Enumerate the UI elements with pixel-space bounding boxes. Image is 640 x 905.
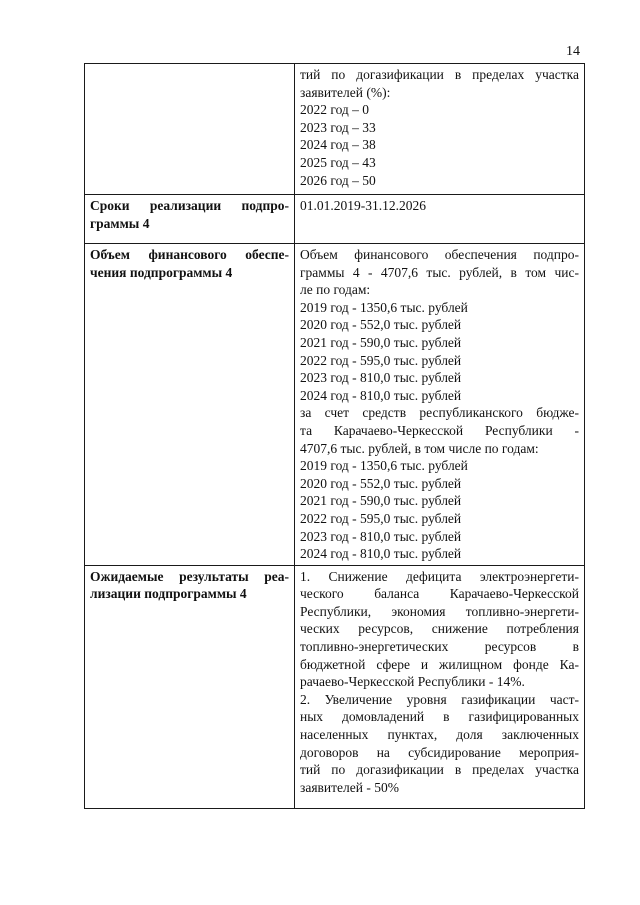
text-line: за счет средств республиканского бюдже- <box>300 405 579 421</box>
table-row <box>85 64 585 195</box>
text-line: 2022 год – 0 <box>300 102 370 118</box>
text-line: договоров на субсидирование мероприя- <box>300 744 579 760</box>
row-value <box>295 195 585 244</box>
passport-table <box>84 63 585 809</box>
text-line: 2019 год - 1350,6 тыс. рублей <box>300 458 468 474</box>
text-line: 2022 год - 595,0 тыс. рублей <box>300 352 462 368</box>
text-line: 2023 год - 810,0 тыс. рублей <box>300 528 462 544</box>
text-line: 2021 год - 590,0 тыс. рублей <box>300 334 462 350</box>
text-line: 2020 год - 552,0 тыс. рублей <box>300 317 462 333</box>
text-line: 01.01.2019-31.12.2026 <box>300 198 426 213</box>
page-number: 14 <box>566 44 580 59</box>
label-line: Объем финансового обеспе- <box>90 247 289 262</box>
text-line: Республики, экономия топливно-энергети- <box>300 603 579 619</box>
text-line: 2024 год - 810,0 тыс. рублей <box>300 546 462 562</box>
text-line: ле по годам: <box>300 282 371 298</box>
text-line: рачаево-Черкесской Республики - 14%. <box>300 674 525 690</box>
text-line: 2020 год - 552,0 тыс. рублей <box>300 475 462 491</box>
label-line: Ожидаемые результаты реа- <box>90 568 289 584</box>
label-line: Сроки реализации подпро- <box>90 198 289 213</box>
text-line: 2023 год - 810,0 тыс. рублей <box>300 370 462 386</box>
label-line: граммы 4 <box>90 215 150 231</box>
text-line: та Карачаево-Черкесской Республики - <box>300 422 579 438</box>
text-line: ческих ресурсов, снижение потребления <box>300 621 579 637</box>
text-line: 1. Снижение дефицита электроэнергети- <box>300 568 579 584</box>
text-line: 2023 год – 33 <box>300 119 376 135</box>
text-line: тий по догазификации в пределах участка <box>300 762 579 778</box>
text-line: 4707,6 тыс. рублей, в том числе по годам: <box>300 440 539 456</box>
text-line: 2019 год - 1350,6 тыс. рублей <box>300 299 468 315</box>
label-line: лизации подпрограммы 4 <box>90 586 247 602</box>
text-line: бюджетной сфере и жилищном фонде Ка- <box>300 656 579 672</box>
text-line: 2. Увеличение уровня газификации част- <box>300 691 579 707</box>
text-line: 2024 год - 810,0 тыс. рублей <box>300 387 462 403</box>
text-line: 2022 год - 595,0 тыс. рублей <box>300 510 462 526</box>
text-line: 2021 год - 590,0 тыс. рублей <box>300 493 462 509</box>
table-row <box>85 244 585 566</box>
text-line: Объем финансового обеспечения подпро- <box>300 247 579 262</box>
row-label <box>85 244 295 566</box>
row-label <box>85 565 295 808</box>
row-value <box>295 565 585 808</box>
row-value <box>295 244 585 566</box>
text-line: 2026 год – 50 <box>300 172 376 188</box>
text-line: ческого баланса Карачаево-Черкесской <box>300 586 579 602</box>
text-line: ных домовладений в газифицированных <box>300 709 579 725</box>
text-line: топливно-энергетических ресурсов в <box>300 639 579 655</box>
text-line: заявителей - 50% <box>300 779 399 795</box>
text-line: населенных пунктах, доля заключенных <box>300 727 579 743</box>
row-label <box>85 195 295 244</box>
text-line: тий по догазификации в пределах участка <box>300 67 579 82</box>
text-line: 2025 год – 43 <box>300 154 376 170</box>
label-line: чения подпрограммы 4 <box>90 264 233 280</box>
table-row <box>85 195 585 244</box>
text-line: граммы 4 - 4707,6 тыс. рублей, в том чис- <box>300 264 579 280</box>
text-line: заявителей (%): <box>300 84 391 100</box>
row-value <box>295 64 585 195</box>
row-label-empty <box>85 64 295 195</box>
table-row <box>85 565 585 808</box>
text-line: 2024 год – 38 <box>300 137 376 153</box>
